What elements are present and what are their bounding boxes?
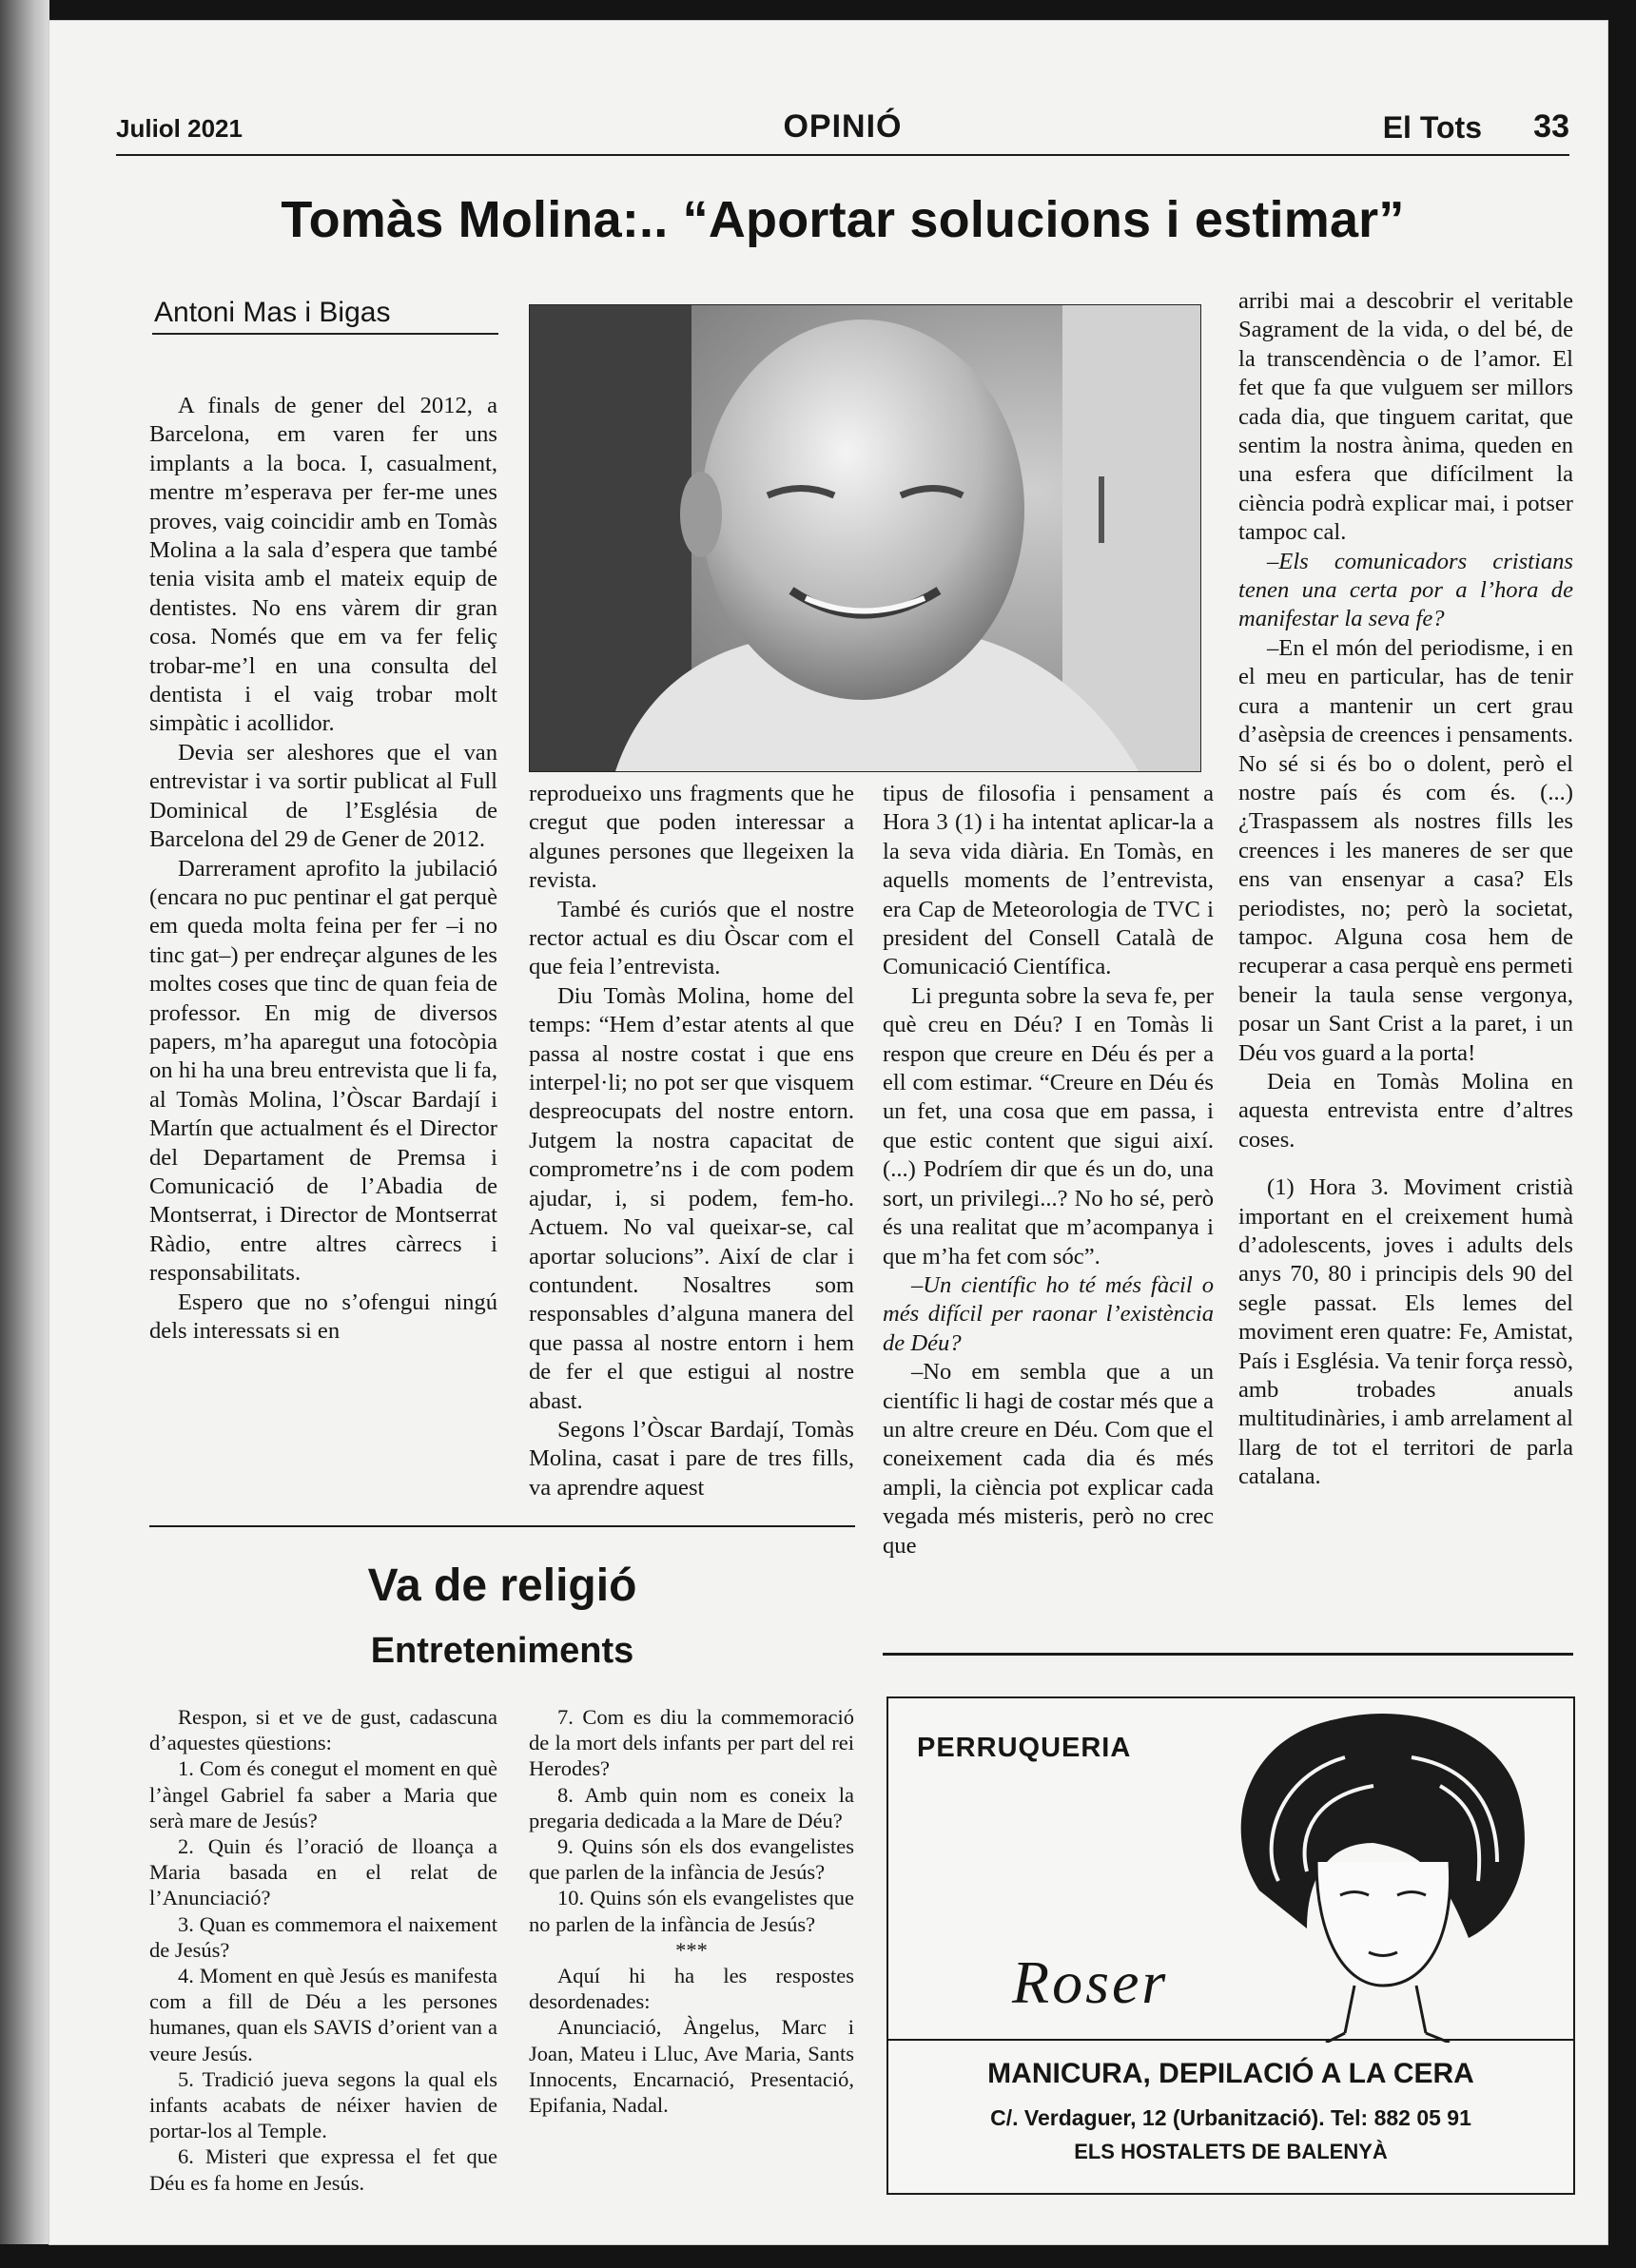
paragraph: reprodueixo uns fragments que he cregut que poden interessar a algunes persones que llegeixen la revista. bbox=[529, 781, 854, 894]
quiz-question: 3. Quan es commemora el naixement de Jesús? bbox=[149, 1911, 497, 1962]
article-column-2 bbox=[529, 780, 854, 1502]
ad-brand: Roser bbox=[1012, 1948, 1169, 2016]
ad-top-rule bbox=[883, 1653, 1573, 1656]
ad-category: PERRUQUERIA bbox=[917, 1733, 1132, 1763]
footnote: (1) Hora 3. Moviment cristià important en el creixement humà d’adolescents, joves i adults dels anys 70, 80 i principis dels 90 del segle passat. Els lemes del moviment eren quatre: Fe, Amistat, País i Església. Va tenir força ressò, amb trobades anuals multitudinàries, i amb arrelament al llarg de tot el territori de parla catalana. bbox=[1238, 1174, 1573, 1490]
article-column-1 bbox=[149, 392, 497, 1346]
hairdresser-ad bbox=[886, 1696, 1575, 2195]
religion-column-2 bbox=[529, 1704, 854, 2118]
religion-intro: Respon, si et ve de gust, cadascuna d’aquestes qüestions: bbox=[149, 1705, 497, 1755]
issue-date: Juliol 2021 bbox=[116, 114, 243, 143]
ad-town: ELS HOSTALETS DE BALENYÀ bbox=[1074, 2140, 1388, 2163]
quiz-question: 1. Com és conegut el moment en què l’àngel Gabriel fa saber a Maria que serà mare de Jesús? bbox=[149, 1756, 497, 1832]
religion-box-rule bbox=[149, 1525, 855, 1527]
header-rule bbox=[116, 154, 1569, 156]
page-number: 33 bbox=[1533, 108, 1569, 145]
quiz-question: 4. Moment en què Jesús es manifesta com a fill de Déu a les persones humanes, quan els SAVIS d’orient van a veure Jesús. bbox=[149, 1964, 497, 2065]
portrait-photo bbox=[529, 304, 1201, 772]
quiz-question: 5. Tradició jueva segons la qual els infants acabats de néixer havien de portar-los al Temple. bbox=[149, 2066, 497, 2143]
magazine-name: El Tots bbox=[1382, 110, 1482, 145]
religion-subtitle: Entreteniments bbox=[370, 1631, 634, 1671]
paragraph: –No em sembla que a un científic li hagi de costar més que a un altre creure en Déu. Com que el coneixement cada dia és més ampli, la ciència pot explicar cada vegada més misteris, però no crec que bbox=[883, 1359, 1214, 1559]
quiz-question: 9. Quins són els dos evangelistes que parlen de la infància de Jesús? bbox=[529, 1834, 854, 1885]
separator: *** bbox=[675, 1937, 708, 1962]
scan-border-top bbox=[0, 0, 1636, 21]
quiz-question: 10. Quins són els evangelistes que no parlen de la infància de Jesús? bbox=[529, 1886, 854, 1936]
paragraph: arribi mai a descobrir el veritable Sagrament de la vida, o del bé, de la transcendència o de l’amor. El fet que fa que vulguem ser millors cada dia, que tinguem caritat, que sentim la nostra ànima, queden en una esfera que difícilment la ciència podrà explicar mai, i potser tampoc cal. bbox=[1238, 288, 1573, 546]
magazine-page bbox=[49, 21, 1607, 2244]
article-column-3 bbox=[883, 780, 1214, 1560]
quiz-question: 2. Quin és l’oració de lloança a Maria basada en el relat de l’Anunciació? bbox=[149, 1834, 497, 1910]
paragraph: Segons l’Òscar Bardají, Tomàs Molina, casat i pare de tres fills, va aprendre aquest bbox=[529, 1416, 854, 1501]
quiz-question: 8. Amb quin nom es coneix la pregaria dedicada a la Mare de Déu? bbox=[529, 1782, 854, 1832]
running-header bbox=[116, 108, 1569, 152]
quiz-question: 7. Com es diu la commemoració de la mort dels infants per part del rei Herodes? bbox=[529, 1705, 854, 1781]
paragraph: Li pregunta sobre la seva fe, per què creu en Déu? I en Tomàs li respon que creure en Déu és per a ell com estimar. “Creure en Déu és un fet, una cosa que em passa, i que estic content que sigui així. (...) Podríem dir que és un do, una sort, un privilegi...? No ho sé, però és una realitat que m’acompanya i que m’ha fet com sóc”. bbox=[883, 982, 1214, 1270]
scan-border-bottom bbox=[0, 2244, 1636, 2268]
ad-brand-underline bbox=[888, 2039, 1573, 2041]
answers-intro: Aquí hi ha les respostes desordenades: bbox=[529, 1964, 854, 2014]
scan-border-right bbox=[1607, 0, 1636, 2268]
interview-question: –Un científic ho té més fàcil o més difícil per raonar l’existència de Déu? bbox=[883, 1271, 1214, 1356]
ad-address: C/. Verdaguer, 12 (Urbanització). Tel: 882 05 91 bbox=[990, 2105, 1471, 2130]
paragraph: –En el món del periodisme, i en el meu en particular, has de tenir cura a mantenir un cert grau d’asèpsia de creences i pensaments. No sé si és bo o dolent, però el nostre país és com és. (...) ¿Traspassem als nostres fills les creences i les maneres de ser que ens van ensenyar a casa? Els periodistes, no; però la societat, tampoc. Alguna cosa hem de recuperar a casa perquè ens permeti beneir la taula sense vergonya, posar un Sant Crist a la paret, i un Déu vos guard a la porta! bbox=[1238, 634, 1573, 1066]
religion-title: Va de religió bbox=[367, 1560, 637, 1611]
paragraph: Espero que no s’ofengui ningú dels interessats si en bbox=[149, 1289, 497, 1344]
article-column-4 bbox=[1238, 287, 1573, 1492]
paragraph: A finals de gener del 2012, a Barcelona, em varen fer uns implants a la boca. I, casualment, mentre m’esperava per fer-me unes proves, vaig coincidir amb en Tomàs Molina a la sala d’espera que també tenia visita amb el mateix equip de dentistes. No ens vàrem dir gran cosa. Només que em va fer feliç trobar-me’l en una consulta del dentista i el vaig trobar molt simpàtic i acollidor. bbox=[149, 393, 497, 737]
paragraph: Deia en Tomàs Molina en aquesta entrevista entre d’altres coses. bbox=[1238, 1068, 1573, 1153]
scan-border-left bbox=[0, 0, 49, 2268]
paragraph: Darrerament aprofito la jubilació (encara no puc pentinar el gat perquè em queda molta feina per fer –i no tinc gat–) per endreçar algunes de les moltes coses que tinc de quan feia de professor. En mig de diversos papers, m’ha aparegut una fotocòpia on hi ha una breu entrevista que li fa, al Tomàs Molina, l’Òscar Bardají i Martín que actualment és el Director del Departament de Premsa i Comunicació de l’Abadia de Montserrat, i Director de Montserrat Ràdio, entre altres càrrecs i responsabilitats. bbox=[149, 855, 498, 1287]
article-author: Antoni Mas i Bigas bbox=[152, 297, 498, 335]
paragraph: També és curiós que el nostre rector actual es diu Òscar com el que feia l’entrevista. bbox=[529, 896, 854, 980]
quiz-question: 6. Misteri que expressa el fet que Déu es fa home en Jesús. bbox=[149, 2144, 497, 2195]
ad-services: MANICURA, DEPILACIÓ A LA CERA bbox=[987, 2058, 1474, 2089]
portrait-illustration bbox=[530, 305, 1200, 771]
interview-question: –Els comunicadors cristians tenen una certa por a l’hora de manifestar la seva fe? bbox=[1238, 548, 1573, 632]
paragraph: tipus de filosofia i pensament a Hora 3 (1) i ha intentat aplicar-la a la seva vida diària. En Tomàs, en aquells moments de l’entrevista, era Cap de Meteorologia de TVC i president del Consell Català de Comunicació Científica. bbox=[883, 781, 1214, 980]
paragraph: Diu Tomàs Molina, home del temps: “Hem d’estar atents al que passa al nostre costat i que ens interpel·li; no pot ser que visquem despreocupats del nostre entorn. Jutgem la nostra capacitat de comprometre’ns i de com podem ajudar, i, si podem, fem-ho. Actuem. No val queixar-se, cal aportar solucions”. Així de clar i contundent. Nosaltres som responsables d’alguna manera del que passa al nostre entorn i hem de fer el que estigui al nostre abast. bbox=[529, 982, 854, 1414]
paragraph: Devia ser aleshores que el van entrevistar i va sortir publicat al Full Dominical de l’Església de Barcelona del 29 de Gener de 2012. bbox=[149, 739, 497, 853]
section-name: OPINIÓ bbox=[783, 108, 903, 145]
woman-illustration bbox=[1221, 1700, 1535, 2043]
answers-list: Anunciació, Àngelus, Marc i Joan, Mateu i Lluc, Ave Maria, Sants Innocents, Encarnació, Presentació, Epifania, Nadal. bbox=[529, 2015, 854, 2118]
religion-column-1 bbox=[149, 1704, 497, 2196]
article-title: Tomàs Molina:.. “Aportar solucions i estimar” bbox=[281, 191, 1405, 248]
